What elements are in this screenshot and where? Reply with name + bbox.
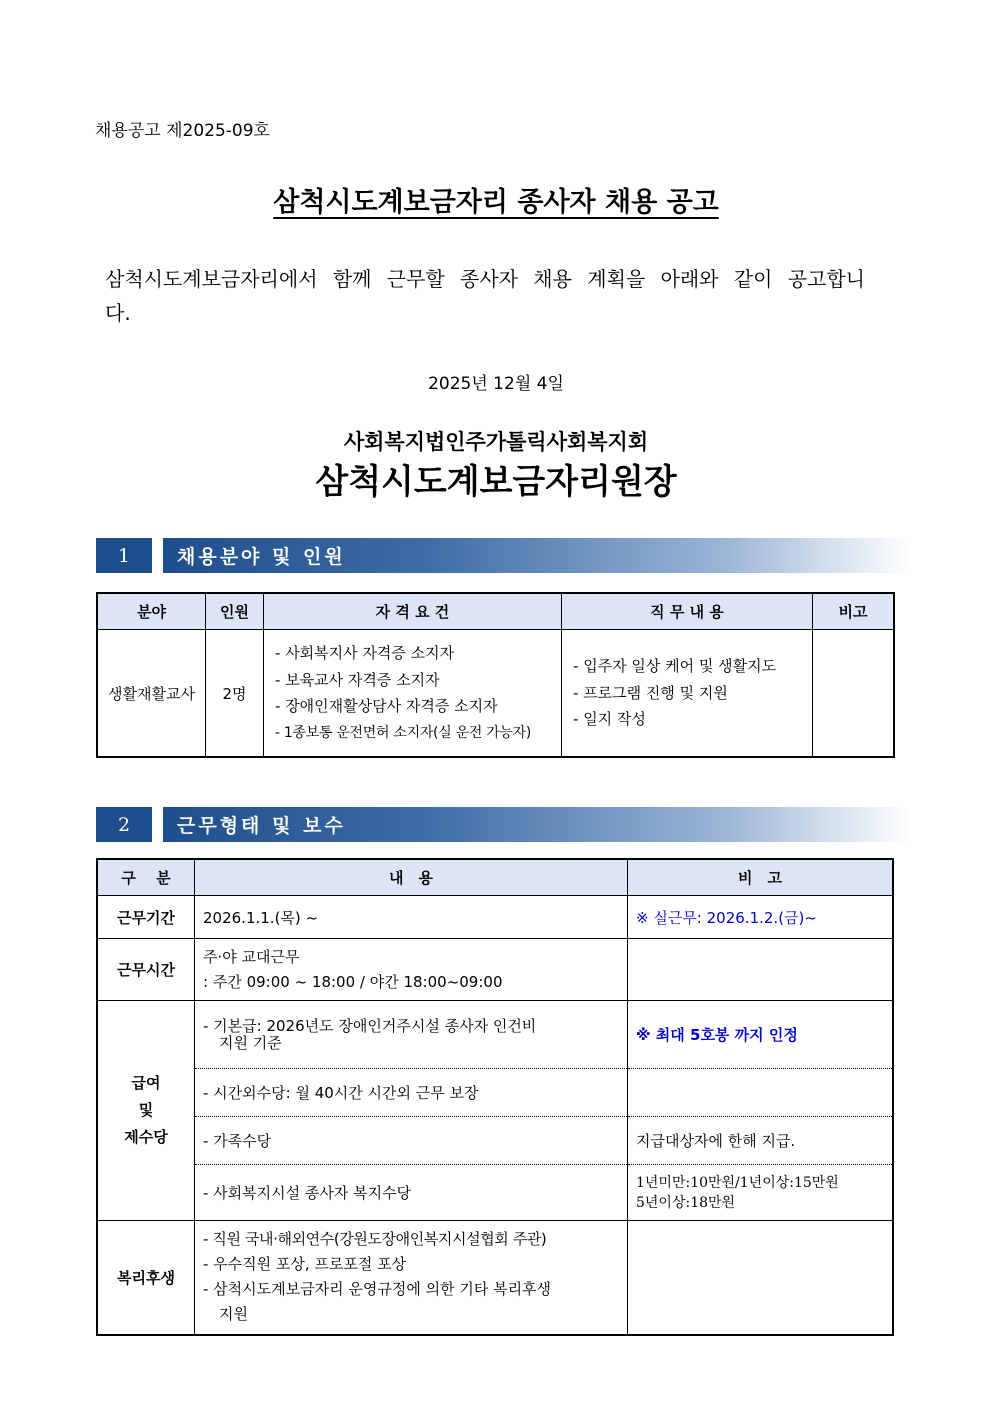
pay-label-line2: 및 [138,1101,154,1119]
hours-label: 근무시간 [97,939,195,1001]
pay-label-line3: 제수당 [124,1128,168,1146]
list-item: - 1종보통 운전면허 소지자(실 운전 가능자) [275,720,560,747]
family-note: 지급대상자에 한해 지급. [628,1117,894,1165]
table-row [97,1165,893,1221]
page-title: 삼척시도계보금자리 종사자 채용 공고 [273,187,719,218]
header-remark: 비 고 [628,859,894,896]
benefits-content [195,1221,628,1335]
header-field: 분야 [97,593,206,630]
duties-cell [562,630,813,758]
pay-label-line1: 급여 [131,1074,161,1092]
list-item: - 입주자 일상 케어 및 생활지도 [573,653,811,680]
table-row [97,1069,893,1117]
pay-label [97,1001,195,1221]
table-row [97,1117,893,1165]
header-category: 구 분 [97,859,195,896]
hours-line1: 주·야 교대근무 [203,947,300,966]
announcement-date: 2025년 12월 4일 [428,374,564,394]
page-title-wrap [0,180,992,219]
hours-note [628,939,894,1001]
qualifications-cell [264,630,562,758]
list-item: - 프로그램 진행 및 지원 [573,680,811,707]
period-content: 2026.1.1.(목) ~ [195,896,628,939]
list-item: - 일지 작성 [573,706,811,733]
recruitment-table [96,592,895,758]
family-content: - 가족수당 [195,1117,628,1165]
header-note: 비고 [813,593,895,630]
director-name: 삼척시도계보금자리원장 [315,462,677,502]
field-cell: 생활재활교사 [97,630,206,758]
organization-name: 사회복지법인주가톨릭사회복지회 [343,430,649,454]
hours-content [195,939,628,1001]
section1-number: 1 [96,538,152,573]
period-note: ※ 실근무: 2026.1.2.(금)~ [628,896,894,939]
benefits-label: 복리후생 [97,1221,195,1335]
benefits-note [628,1221,894,1335]
header-content: 내 용 [195,859,628,896]
welfare-note-line2: 5년이상:18만원 [636,1194,736,1211]
welfare-note-line1: 1년미만:10만원/1년이상:15만원 [636,1174,839,1191]
conditions-table [96,858,894,1336]
header-count: 인원 [206,593,264,630]
note-cell [813,630,895,758]
list-item: 지원 [219,1305,248,1324]
section1-title: 채용분야 및 인원 [163,538,911,573]
period-label: 근무기간 [97,896,195,939]
list-item: - 직원 국내·해외연수(강원도장애인복지시설협회 주관) [203,1230,547,1249]
table-row [97,1001,893,1069]
base-pay-line2: 지원 기준 [219,1033,282,1052]
base-pay-content [195,1001,628,1069]
table-row [97,939,893,1001]
table-header-row [97,593,894,630]
table-row [97,630,894,758]
section2-number: 2 [96,807,152,842]
header-qualifications: 자 격 요 건 [264,593,562,630]
welfare-allowance-note [628,1165,894,1221]
table-header-row [97,859,893,896]
notice-number: 채용공고 제2025-09호 [95,121,270,141]
section2-title: 근무형태 및 보수 [163,807,911,842]
list-item: - 사회복지사 자격증 소지자 [275,640,560,667]
hours-line2: : 주간 09:00 ~ 18:00 / 야간 18:00~09:00 [203,972,503,991]
base-pay-line1: - 기본급: 2026년도 장애인거주시설 종사자 인건비 [203,1016,537,1035]
list-item: - 장애인재활상담사 자격증 소지자 [275,693,560,720]
intro-text: 삼척시도계보금자리에서 함께 근무할 종사자 채용 계획을 아래와 같이 공고합니다. [105,267,865,325]
overtime-content: - 시간외수당: 월 40시간 시간외 근무 보장 [195,1069,628,1117]
count-cell: 2명 [206,630,264,758]
list-item: - 우수직원 포상, 프로포절 포상 [203,1255,407,1274]
list-item: - 보육교사 자격증 소지자 [275,667,560,694]
header-duties: 직 무 내 용 [562,593,813,630]
table-row [97,896,893,939]
overtime-note [628,1069,894,1117]
list-item: - 삼척시도계보금자리 운영규정에 의한 기타 복리후생 [203,1280,552,1299]
table-row [97,1221,893,1335]
base-pay-note: ※ 최대 5호봉 까지 인정 [628,1001,894,1069]
welfare-allowance-content: - 사회복지시설 종사자 복지수당 [195,1165,628,1221]
